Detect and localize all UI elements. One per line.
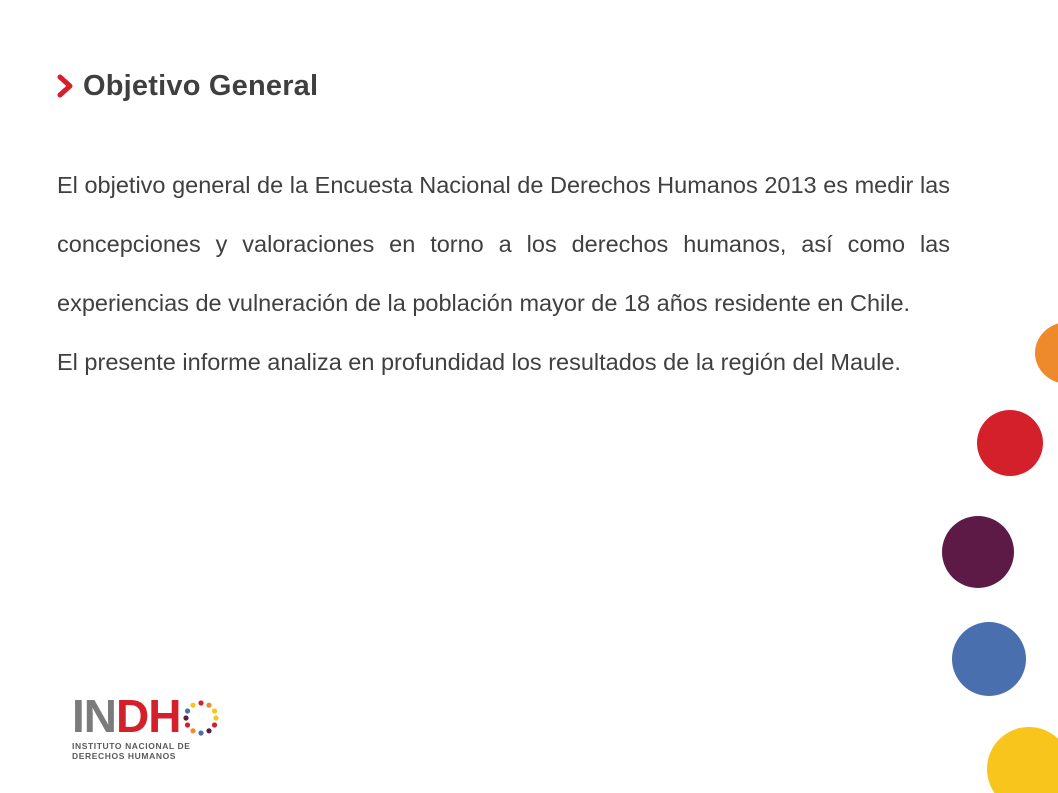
paragraph-report: El presente informe analiza en profundidad los resultados de la región del Maule. <box>57 349 901 375</box>
decorative-circle-yellow <box>987 727 1058 793</box>
logo-dh: DH <box>116 690 181 742</box>
body-text <box>57 156 950 392</box>
logo-in: IN <box>72 690 116 742</box>
logo-mark <box>72 690 232 742</box>
indh-logo <box>72 690 232 763</box>
decorative-circle-red <box>977 410 1043 476</box>
page-title: Objetivo General <box>83 69 319 102</box>
chevron-right-icon <box>57 73 75 99</box>
dot-ring-icon <box>182 699 220 737</box>
decorative-circle-purple <box>942 516 1014 588</box>
title-row <box>57 64 318 108</box>
decorative-circle-blue <box>952 622 1026 696</box>
logo-text-line-2: DERECHOS HUMANOS <box>72 751 177 761</box>
decorative-circle-orange <box>1035 322 1058 384</box>
paragraph-objective: El objetivo general de la Encuesta Nacional de Derechos Humanos 2013 es medir las concepciones y valoraciones en torno a los derechos humanos, así como las experiencias de vulneración de la población mayor de 18 años residente en Chile. <box>57 172 950 316</box>
logo-text-line-1: INSTITUTO NACIONAL DE <box>72 741 191 751</box>
